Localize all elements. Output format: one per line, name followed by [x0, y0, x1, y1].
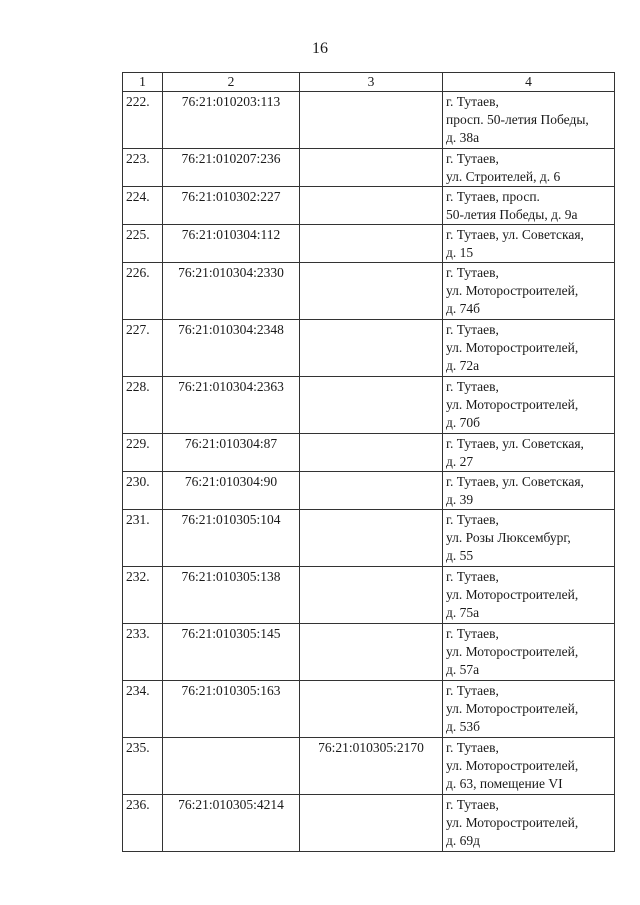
cadastral-number-col2: 76:21:010305:163: [163, 681, 300, 738]
table-row: [123, 738, 615, 795]
cadastral-number-col2: 76:21:010203:113: [163, 92, 300, 149]
row-number: 223.: [123, 149, 163, 187]
table-row: [123, 567, 615, 624]
table-row: [123, 377, 615, 434]
address-cell: [443, 225, 615, 263]
address-cell: [443, 187, 615, 225]
column-header-2: 2: [163, 73, 300, 92]
address-line: г. Тутаев,: [446, 797, 499, 812]
address-line: г. Тутаев,: [446, 151, 499, 166]
cadastral-number-col2: 76:21:010304:87: [163, 434, 300, 472]
cadastral-number-col3: [300, 225, 443, 263]
address-line: ул. Строителей, д. 6: [446, 169, 561, 184]
row-number: 225.: [123, 225, 163, 263]
address-line: д. 57а: [446, 662, 480, 677]
address-line: д. 55: [446, 548, 474, 563]
address-line: д. 74б: [446, 301, 480, 316]
address-line: г. Тутаев,: [446, 683, 499, 698]
row-number: 227.: [123, 320, 163, 377]
row-number: 233.: [123, 624, 163, 681]
address-cell: [443, 263, 615, 320]
address-line: д. 69д: [446, 833, 480, 848]
address-line: д. 15: [446, 245, 474, 260]
address-line: ул. Моторостроителей,: [446, 283, 579, 298]
cadastral-number-col2: 76:21:010305:104: [163, 510, 300, 567]
cadastral-number-col2: 76:21:010305:138: [163, 567, 300, 624]
table-row: [123, 225, 615, 263]
cadastral-number-col3: [300, 472, 443, 510]
table-header-row: [123, 73, 615, 92]
address-line: ул. Моторостроителей,: [446, 340, 579, 355]
address-cell: [443, 434, 615, 472]
cadastral-number-col2: 76:21:010302:227: [163, 187, 300, 225]
table-row: [123, 263, 615, 320]
address-cell: [443, 738, 615, 795]
address-line: г. Тутаев,: [446, 94, 499, 109]
cadastral-number-col2: 76:21:010305:4214: [163, 795, 300, 852]
address-line: ул. Моторостроителей,: [446, 644, 579, 659]
address-cell: [443, 320, 615, 377]
column-header-3: 3: [300, 73, 443, 92]
address-cell: [443, 681, 615, 738]
address-line: д. 27: [446, 454, 474, 469]
cadastral-number-col2: 76:21:010304:112: [163, 225, 300, 263]
row-number: 229.: [123, 434, 163, 472]
address-line: г. Тутаев,: [446, 740, 499, 755]
cadastral-number-col3: [300, 263, 443, 320]
cadastral-number-col3: [300, 434, 443, 472]
table-row: [123, 510, 615, 567]
address-line: 50-летия Победы, д. 9а: [446, 207, 578, 222]
address-line: г. Тутаев,: [446, 569, 499, 584]
table-row: [123, 320, 615, 377]
row-number: 232.: [123, 567, 163, 624]
address-line: ул. Моторостроителей,: [446, 758, 579, 773]
table-row: [123, 92, 615, 149]
address-line: г. Тутаев, просп.: [446, 189, 540, 204]
address-cell: [443, 567, 615, 624]
table-body: [123, 92, 615, 852]
address-line: д. 53б: [446, 719, 480, 734]
address-cell: [443, 510, 615, 567]
cadastral-number-col3: [300, 567, 443, 624]
address-line: д. 63, помещение VI: [446, 776, 563, 791]
cadastral-number-col2: 76:21:010304:2330: [163, 263, 300, 320]
address-line: г. Тутаев,: [446, 626, 499, 641]
address-line: д. 72а: [446, 358, 480, 373]
address-cell: [443, 624, 615, 681]
address-cell: [443, 377, 615, 434]
address-cell: [443, 795, 615, 852]
cadastral-number-col3: [300, 795, 443, 852]
cadastral-number-col3: [300, 92, 443, 149]
address-line: г. Тутаев,: [446, 379, 499, 394]
address-line: г. Тутаев,: [446, 322, 499, 337]
table-row: [123, 624, 615, 681]
address-cell: [443, 92, 615, 149]
column-header-1: 1: [123, 73, 163, 92]
cadastral-number-col3: [300, 377, 443, 434]
table-row: [123, 149, 615, 187]
address-line: ул. Моторостроителей,: [446, 701, 579, 716]
address-line: ул. Розы Люксембург,: [446, 530, 571, 545]
cadastral-number-col3: [300, 510, 443, 567]
cadastral-number-col3: [300, 681, 443, 738]
cadastral-number-col2: 76:21:010207:236: [163, 149, 300, 187]
address-line: г. Тутаев, ул. Советская,: [446, 227, 584, 242]
address-line: д. 38а: [446, 130, 480, 145]
address-cell: [443, 472, 615, 510]
cadastral-number-col3: [300, 320, 443, 377]
table-row: [123, 681, 615, 738]
row-number: 224.: [123, 187, 163, 225]
address-line: г. Тутаев,: [446, 512, 499, 527]
row-number: 222.: [123, 92, 163, 149]
cadastral-number-col3: [300, 187, 443, 225]
address-line: г. Тутаев, ул. Советская,: [446, 436, 584, 451]
row-number: 234.: [123, 681, 163, 738]
address-line: д. 75а: [446, 605, 480, 620]
address-line: ул. Моторостроителей,: [446, 815, 579, 830]
table-row: [123, 434, 615, 472]
address-line: д. 70б: [446, 415, 480, 430]
registry-table: [122, 72, 615, 852]
cadastral-number-col2: 76:21:010304:2348: [163, 320, 300, 377]
address-line: просп. 50-летия Победы,: [446, 112, 589, 127]
row-number: 230.: [123, 472, 163, 510]
row-number: 231.: [123, 510, 163, 567]
address-cell: [443, 149, 615, 187]
cadastral-number-col2: 76:21:010305:145: [163, 624, 300, 681]
cadastral-number-col2: 76:21:010304:90: [163, 472, 300, 510]
row-number: 228.: [123, 377, 163, 434]
column-header-4: 4: [443, 73, 615, 92]
address-line: д. 39: [446, 492, 474, 507]
cadastral-number-col3: 76:21:010305:2170: [300, 738, 443, 795]
address-line: г. Тутаев,: [446, 265, 499, 280]
address-line: ул. Моторостроителей,: [446, 587, 579, 602]
row-number: 226.: [123, 263, 163, 320]
cadastral-number-col2: 76:21:010304:2363: [163, 377, 300, 434]
address-line: г. Тутаев, ул. Советская,: [446, 474, 584, 489]
table-row: [123, 795, 615, 852]
address-line: ул. Моторостроителей,: [446, 397, 579, 412]
row-number: 236.: [123, 795, 163, 852]
row-number: 235.: [123, 738, 163, 795]
page-number: 16: [312, 40, 328, 57]
cadastral-number-col3: [300, 149, 443, 187]
table-row: [123, 187, 615, 225]
cadastral-number-col2: [163, 738, 300, 795]
cadastral-number-col3: [300, 624, 443, 681]
table-row: [123, 472, 615, 510]
